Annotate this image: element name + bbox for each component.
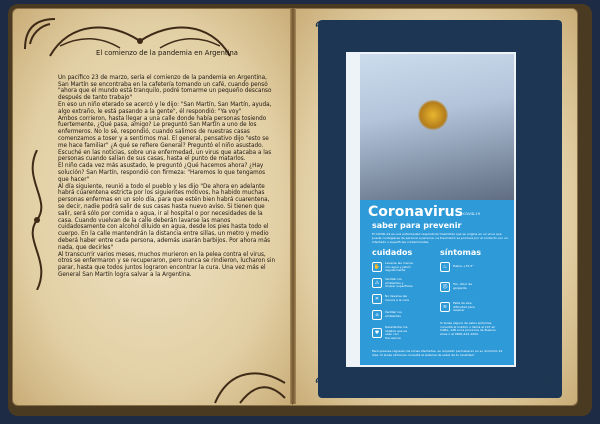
poster-intro: El COVID-19 es una enfermedad respiratoria trasmitida que se origina en un virus que puede contagiarse de persona a persona. La trasmisión se produce por el contacto con un infectado o superficies contaminadas. (372, 232, 508, 244)
flourish-ornament-top-left-corner (20, 14, 60, 54)
hand-wash-icon: ✋ (373, 264, 381, 271)
care-heading: cuidados (372, 248, 413, 257)
disinfect-icon: ♥ (372, 328, 382, 338)
book-spine (290, 8, 296, 404)
fleur-ornament-bottom-right: ❦ (532, 370, 556, 403)
story-title: El comienzo de la pandemia en Argentina (96, 49, 238, 57)
flourish-ornament-left-side (22, 150, 52, 290)
cough-icon: ☹ (440, 282, 450, 292)
breathing-icon: ≋ (440, 302, 450, 312)
care-item: ✕ No llevarse las manos a la cara (372, 294, 413, 304)
home-icon: ⌂ (372, 310, 382, 320)
poster-title: Coronavirus (368, 204, 463, 220)
warning-icon: ⚠ (372, 278, 382, 288)
story-paragraph: El niño cada vez más asustado, le preguntó ¿Qué hacemos ahora? ¿Hay solución? San Martín, respondió con firmeza: "Haremos lo que tengamos que hacer" (58, 163, 266, 183)
story-paragraph: En eso un niño eterado se acercó y le dijo: "San Martín, San Martín, ayuda, algo extraño, le está pasando a la gente", él respondió: "Ya voy" (58, 101, 272, 115)
covid-poster (360, 200, 514, 365)
poster-footer: Para quienes regresan de zonas afectadas, es requisito permanecer en su domicilio 14 días. Si tenés síntomas consultá al sistema de salud de tu localidad. (372, 349, 503, 357)
sun-of-may-icon (418, 100, 448, 130)
flourish-ornament-bottom (210, 358, 290, 408)
fleur-ornament-top-left: ❦ (314, 14, 338, 47)
story-paragraph: Al transcurrir varios meses, muchos murieron en la pelea contra el virus, otros se enfermaron y se recuperaron, pero nunca se rindieron, lucharon sin parar, hasta que todos juntos lograron encontrar la cura. Una vez más el General San Martín logra salvar a la Argentina. (58, 251, 276, 278)
symptom-item: ≋ Falta de aire, dificultad para respirar (440, 302, 481, 313)
care-item: ✋ Lavarse las manos con agua y jabón regularmente (373, 261, 413, 273)
care-item: ⌂ Ventilar los ambientes (372, 310, 413, 320)
story-paragraph: Un pacífico 23 de marzo, sería el comienzo de la pandemia en Argentina, San Martín se encontraba en la cafetería tomando un café, cuando pensó "ahora que el mundo está tranquilo, podré tomarme un pequeño descanso después de tanto trabajo" (58, 74, 272, 102)
poster-subtitle: saber para prevenir (372, 221, 462, 230)
fleur-ornament-bottom-left: ❦ (314, 370, 338, 403)
symptom-item: ♨ Fiebre +37,5° (440, 262, 481, 272)
story-paragraph: Ambos corrieron, hasta llegar a una calle donde había personas tosiendo fuertemente, ¿Qué pasa, amigo? Le preguntó San Martín a uno de los enfermeros. No lo sé, respondió, cuando salimos de nuestras casas comenzamos a toser y a sentirnos mal. El general, pensativo dijo "esto se me hace familiar" ¿A qué se refiere General? Preguntó el niño asustado. (58, 115, 269, 149)
story-paragraph: Al día siguiente, reunió a todo el pueblo y les dijo "De ahora en adelante habrá cuarentena estricta por los siguientes motivos, ha habido muchas personas enfermas en un solo día, para que estén bien habrá cuarentena, se decir, nadie podrá salir de sus casas hasta nuevo aviso. Si tienen que salir, será sólo por comida o agua, ir al hospital o por necesidades de la casa. Cuando vuelvan de la calle deberán lavarse las manos cuidadosamente con alcohol diluido en agua, desde los pies hasta todo el cuerpo. En la calle mantendrán la distancia entre sillas, un metro y medio deberá haber entre cada persona, además usarán barbijos. Por ahora más nada, que decirles" (58, 183, 271, 251)
symptom-item: ☹ Tos, dolor de garganta (440, 282, 481, 292)
story-paragraph: Escuché en las noticias, sobre una enfermedad, un virus que atacaba a las personas cuando salían de sus casas, hasta el punto de matarlos. (58, 149, 272, 163)
no-touch-face-icon: ✕ (372, 294, 382, 304)
story-text (58, 50, 276, 279)
symptoms-heading: síntomas (440, 248, 482, 257)
poster-tag: COVID-19 (463, 212, 480, 216)
fleur-ornament-top-right: ❦ (532, 14, 556, 47)
care-item: ♥ Desinfectar los objetos que se usan con frecuencia (372, 326, 413, 340)
poster-note: Si tenés alguno de estos síntomas consultá al médico o llamá al 107 en CABA, 148 en la provincia de Buenos Aires o al 0800-222-1002. (440, 321, 496, 337)
care-item: ⚠ Ventilar los ambientes y limpiar superficies (372, 278, 413, 289)
fever-icon: ♨ (440, 262, 450, 272)
